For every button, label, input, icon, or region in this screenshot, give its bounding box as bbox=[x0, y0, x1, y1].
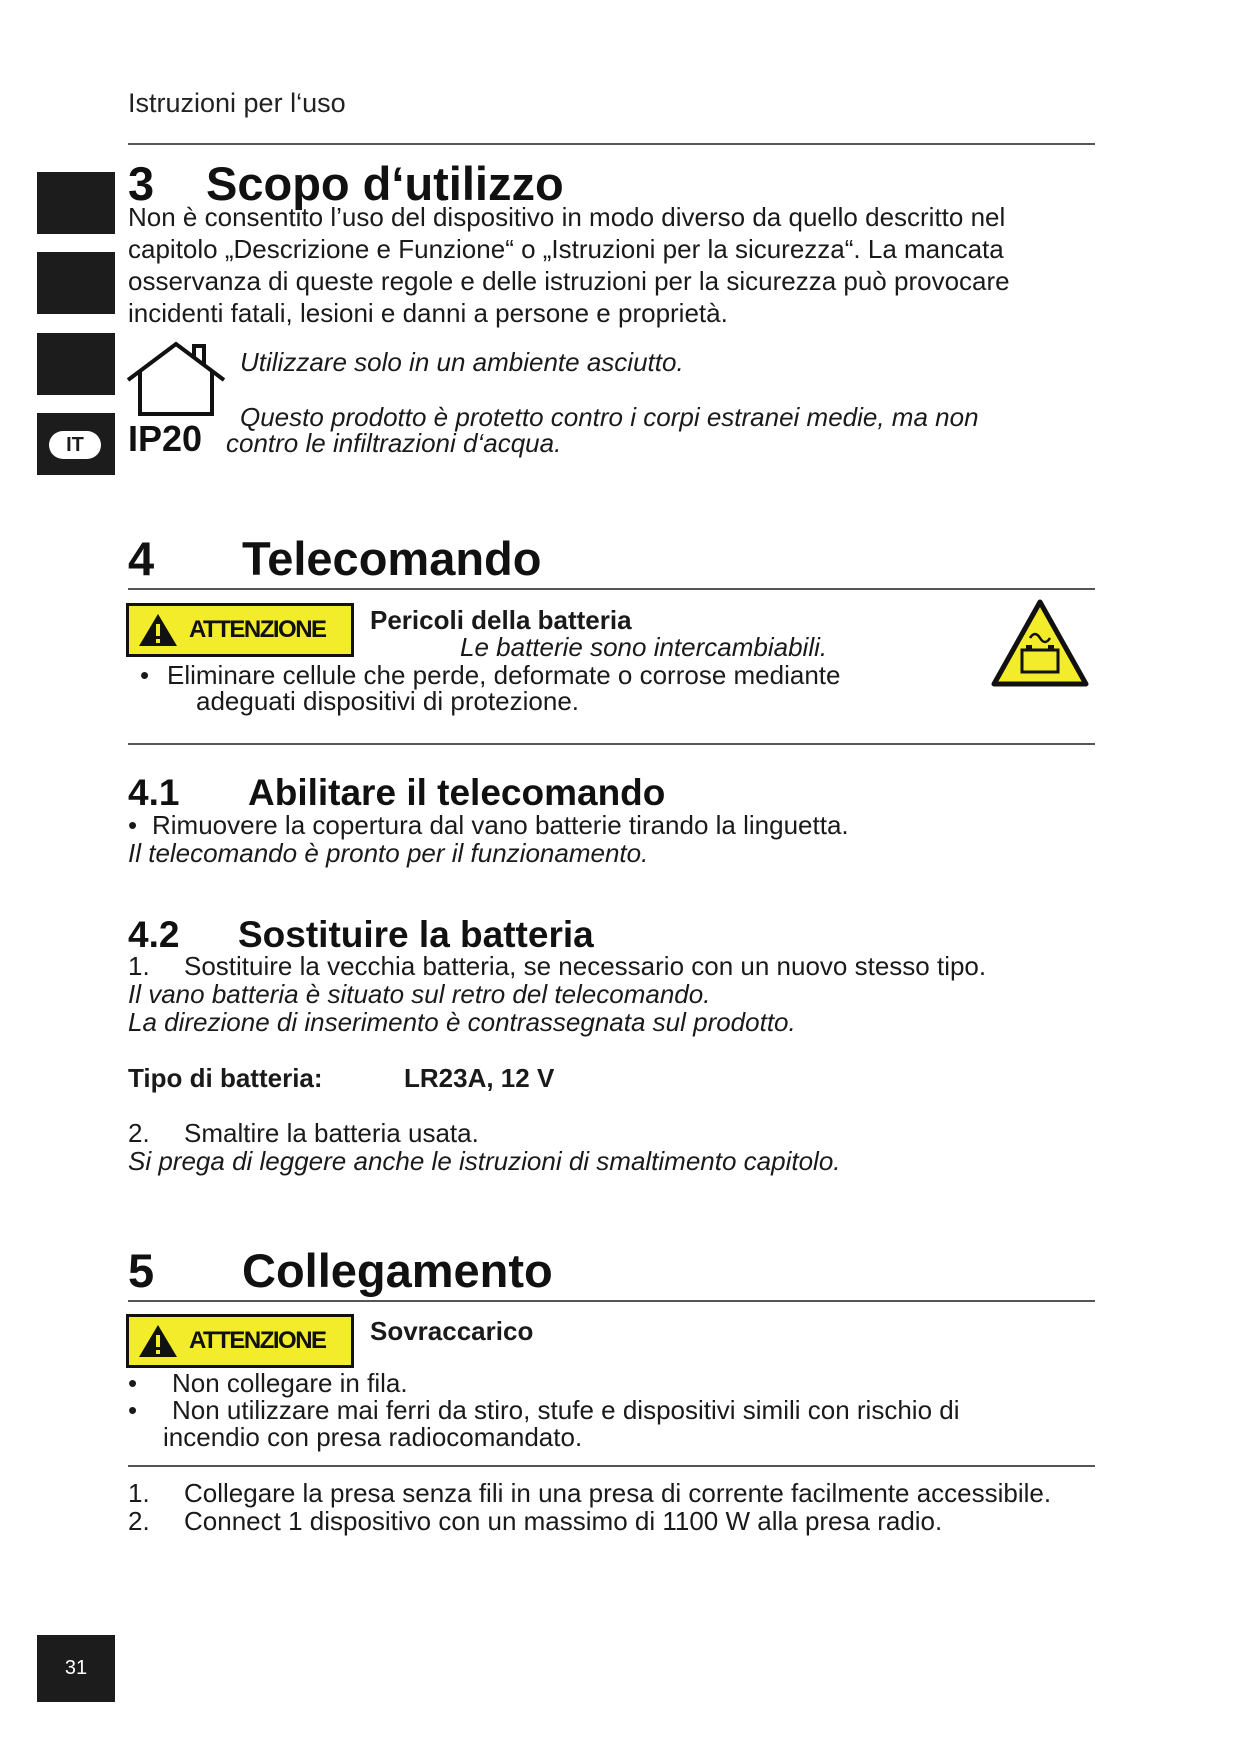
battery-bullet-1-cont: adeguati dispositivi di protezione. bbox=[196, 686, 580, 716]
section3-body-line-3: osservanza di queste regole e delle istruzioni per la sicurezza può provocare bbox=[128, 266, 1010, 296]
bullet-mark: • bbox=[128, 810, 138, 840]
battery-type-value: LR23A, 12 V bbox=[404, 1063, 555, 1093]
warning-triangle-icon bbox=[137, 1323, 179, 1359]
step-number: 2. bbox=[128, 1118, 150, 1148]
replace-battery-step-1: Sostituire la vecchia batteria, se necessario con un nuovo stesso tipo. bbox=[184, 951, 987, 981]
section4-2-title: Sostituire la batteria bbox=[238, 914, 594, 955]
section4-divider bbox=[128, 588, 1095, 590]
bullet-mark: • bbox=[140, 660, 150, 690]
side-tab-2 bbox=[37, 252, 115, 314]
section3-body-line-4: incidenti fatali, lesioni e danni a persone e proprietà. bbox=[128, 298, 728, 328]
section3-body-line-1: Non è consentito l’uso del dispositivo in modo diverso da quello descritto nel bbox=[128, 202, 1006, 232]
overload-warning-title: Sovraccarico bbox=[370, 1316, 534, 1346]
section5-number: 5 bbox=[128, 1244, 155, 1297]
section4-number: 4 bbox=[128, 532, 155, 585]
section4-1-title: Abilitare il telecomando bbox=[248, 772, 666, 813]
section5-bottom-divider bbox=[128, 1465, 1095, 1467]
step-number: 2. bbox=[128, 1506, 150, 1536]
section4-1-number: 4.1 bbox=[128, 772, 180, 813]
battery-warning-title: Pericoli della batteria bbox=[370, 605, 632, 635]
side-tab-language bbox=[37, 413, 115, 475]
section4-title: Telecomando bbox=[242, 532, 542, 585]
overload-bullet-1: Non collegare in fila. bbox=[172, 1368, 408, 1398]
step-number: 1. bbox=[128, 951, 150, 981]
section4-2-number: 4.2 bbox=[128, 914, 180, 955]
section3-body-line-2: capitolo „Descrizione e Funzione“ o „Istruzioni per la sicurezza“. La mancata bbox=[128, 234, 1004, 264]
section5-divider bbox=[128, 1300, 1095, 1302]
header-divider bbox=[128, 143, 1095, 145]
overload-bullet-2: Non utilizzare mai ferri da stiro, stufe e dispositivi simili con rischio di bbox=[172, 1395, 960, 1425]
battery-warning-subtitle: Le batterie sono intercambiabili. bbox=[460, 632, 828, 662]
battery-location-note: Il vano batteria è situato sul retro del telecomando. bbox=[128, 979, 711, 1009]
battery-hazard-icon bbox=[990, 598, 1090, 690]
disposal-note: Si prega di leggere anche le istruzioni di smaltimento capitolo. bbox=[128, 1146, 841, 1176]
side-tab-1 bbox=[37, 172, 115, 234]
connect-step-1: Collegare la presa senza fili in una presa di corrente facilmente accessibile. bbox=[184, 1478, 1052, 1508]
connect-step-2: Connect 1 dispositivo con un massimo di 1100 W alla presa radio. bbox=[184, 1506, 943, 1536]
remote-enable-bullet: Rimuovere la copertura dal vano batterie tirando la linguetta. bbox=[152, 810, 849, 840]
page-number: 31 bbox=[37, 1635, 115, 1702]
dry-environment-note: Utilizzare solo in un ambiente asciutto. bbox=[240, 347, 684, 377]
ip-note-line-1: Questo prodotto è protetto contro i corpi estranei medie, ma non bbox=[240, 402, 979, 432]
warning-badge bbox=[126, 603, 354, 657]
battery-bullet-1: Eliminare cellule che perde, deformate o corrose mediante bbox=[167, 660, 841, 690]
ip-rating: IP20 bbox=[128, 418, 203, 459]
warning-triangle-icon bbox=[137, 612, 179, 648]
section3-title: Scopo d‘utilizzo bbox=[206, 157, 564, 210]
remote-ready-note: Il telecomando è pronto per il funzionamento. bbox=[128, 838, 649, 868]
bullet-mark: • bbox=[128, 1395, 138, 1425]
ip-note-line-2: contro le infiltrazioni d‘acqua. bbox=[226, 428, 562, 458]
house-icon bbox=[124, 340, 228, 418]
bullet-mark: • bbox=[128, 1368, 138, 1398]
battery-type-label: Tipo di batteria: bbox=[128, 1063, 323, 1093]
page-header: Istruzioni per l‘uso bbox=[128, 88, 346, 118]
section5-title: Collegamento bbox=[242, 1244, 553, 1297]
section3-number: 3 bbox=[128, 157, 155, 210]
insertion-direction-note: La direzione di inserimento è contrassegnata sul prodotto. bbox=[128, 1007, 796, 1037]
warning-badge bbox=[126, 1314, 354, 1368]
dispose-battery-step-2: Smaltire la batteria usata. bbox=[184, 1118, 479, 1148]
side-tab-3 bbox=[37, 333, 115, 395]
warning-label: ATTENZIONE bbox=[189, 1327, 326, 1354]
step-number: 1. bbox=[128, 1478, 150, 1508]
section4-bottom-divider bbox=[128, 743, 1095, 745]
overload-bullet-2-cont: incendio con presa radiocomandato. bbox=[163, 1422, 583, 1452]
language-badge: IT bbox=[49, 431, 101, 459]
warning-label: ATTENZIONE bbox=[189, 616, 326, 643]
